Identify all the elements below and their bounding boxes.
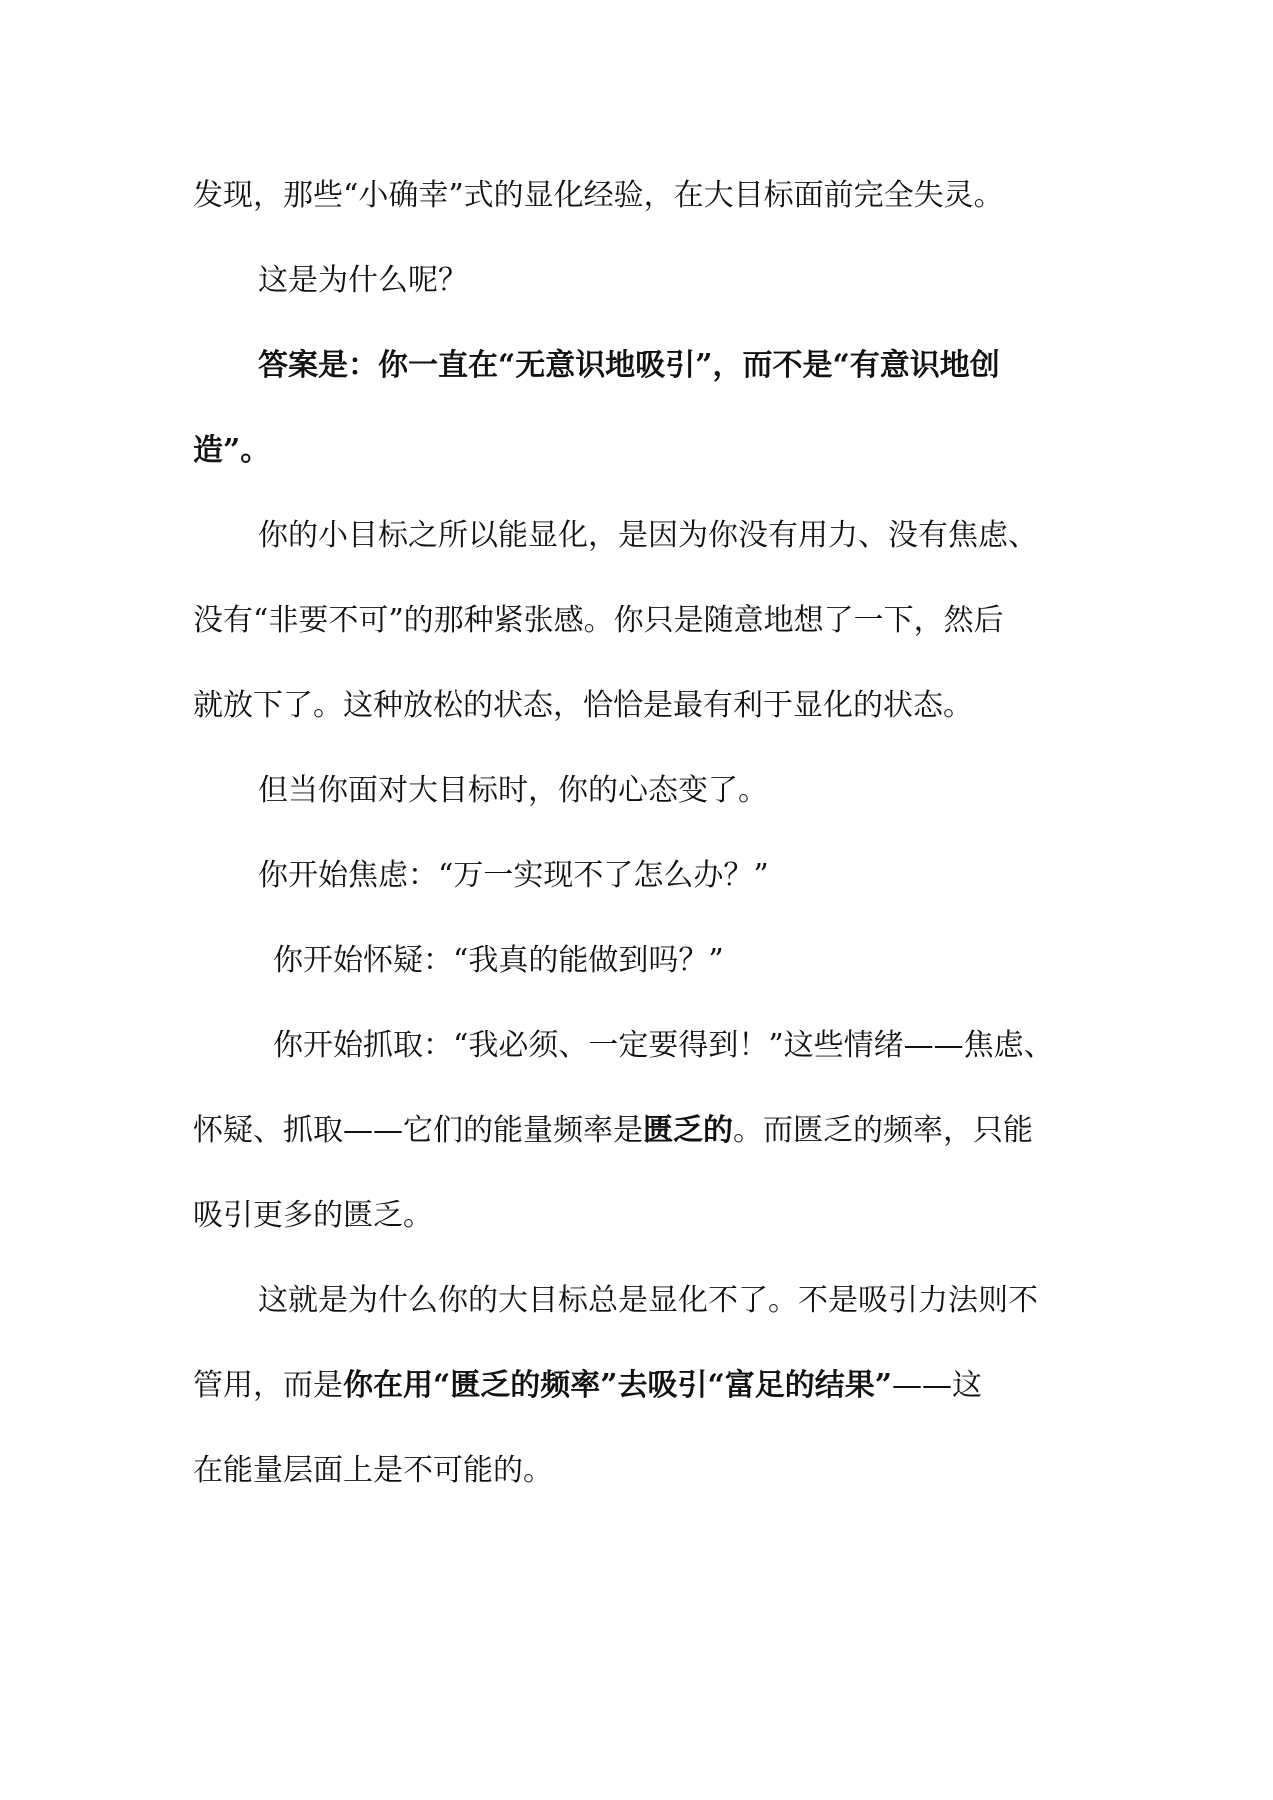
text-run: 管用，而是 xyxy=(193,1368,343,1403)
paragraph-line: 就放下了。这种放松的状态，恰恰是最有利于显化的状态。 xyxy=(193,688,973,723)
paragraph-line: 这是为什么呢？ xyxy=(258,263,468,298)
paragraph-line: 你开始怀疑：“我真的能做到吗？” xyxy=(273,943,724,978)
emphasis-line: 造”。 xyxy=(193,433,271,468)
paragraph-line: 发现，那些“小确幸”式的显化经验，在大目标面前完全失灵。 xyxy=(193,178,1004,213)
emphasis-line: 答案是：你一直在“无意识地吸引”，而不是“有意识地创 xyxy=(258,348,1000,383)
paragraph-line: 你开始抓取：“我必须、一定要得到！”这些情绪——焦虑、 xyxy=(273,1028,1054,1063)
text-run: 怀疑、抓取——它们的能量频率是 xyxy=(193,1113,643,1148)
paragraph-line: 你开始焦虑：“万一实现不了怎么办？” xyxy=(258,858,769,893)
paragraph-line: 在能量层面上是不可能的。 xyxy=(193,1453,553,1488)
bold-text-run: 你在用“匮乏的频率”去吸引“富足的结果” xyxy=(343,1368,893,1403)
paragraph-line xyxy=(193,1113,1033,1149)
paragraph-line: 但当你面对大目标时，你的心态变了。 xyxy=(258,773,768,808)
paragraph-line xyxy=(193,1368,982,1404)
bold-text-run: 匮乏的 xyxy=(643,1113,733,1148)
text-run: ——这 xyxy=(892,1368,983,1403)
paragraph-line: 这就是为什么你的大目标总是显化不了。不是吸引力法则不 xyxy=(258,1283,1038,1318)
paragraph-line: 你的小目标之所以能显化，是因为你没有用力、没有焦虑、 xyxy=(258,518,1038,553)
paragraph-line: 没有“非要不可”的那种紧张感。你只是随意地想了一下，然后 xyxy=(193,603,1004,638)
paragraph-line: 吸引更多的匮乏。 xyxy=(193,1198,433,1233)
text-run: 。而匮乏的频率，只能 xyxy=(733,1113,1033,1148)
